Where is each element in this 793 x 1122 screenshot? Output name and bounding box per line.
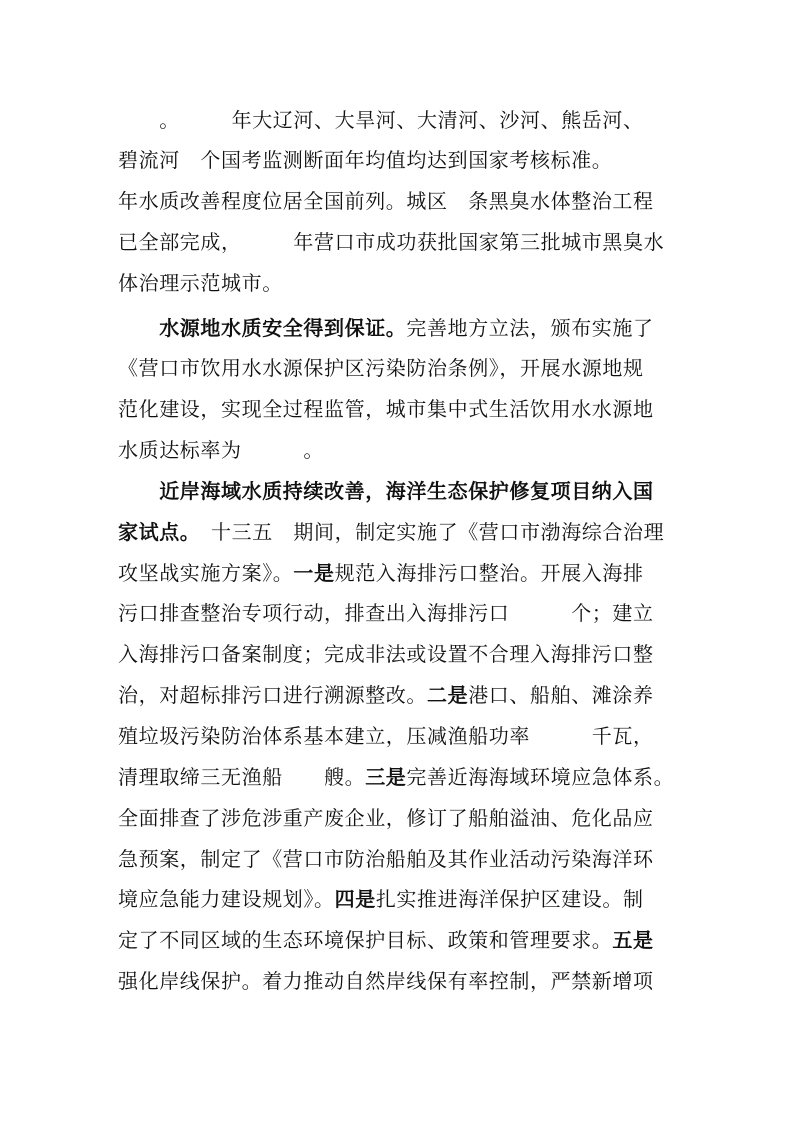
text-line — [118, 642, 678, 666]
body-text: 港口、船舶、滩涂养 — [468, 683, 654, 707]
body-text: 治，对超标排污口进行溯源整改。 — [118, 683, 427, 707]
body-text: 。 年大辽河、大旱河、大清河、沙河、熊岳河、 — [118, 108, 644, 132]
body-text — [118, 479, 159, 503]
body-text: 境应急能力建设规划》。 — [118, 887, 335, 911]
text-line — [118, 928, 678, 952]
text-line — [118, 271, 678, 295]
text-line — [118, 520, 678, 544]
text-line — [118, 316, 678, 340]
text-line — [118, 724, 678, 748]
text-line — [118, 108, 678, 132]
bold-text: 四是 — [334, 887, 376, 911]
body-text: 入海排污口备案制度；完成非法或设置不合理入海排污口整 — [118, 642, 654, 666]
body-text: 污口排查整治专项行动，排查出入海排污口 个；建立 — [118, 601, 654, 625]
body-text: 已全部完成， 年营口市成功获批国家第三批城市黑臭水 — [118, 230, 665, 254]
text-line — [118, 887, 678, 911]
body-text: 十三五 期间，制定实施了《营口市渤海综合治理 — [190, 520, 665, 544]
body-text: 扎实推进海洋保护区建设。制 — [375, 887, 644, 911]
text-line — [118, 969, 678, 993]
body-text: 完善地方立法，颁布实施了 — [406, 316, 654, 340]
body-text: 年水质改善程度位居全国前列。城区 条黑臭水体整治工程 — [118, 189, 654, 213]
text-line — [118, 561, 678, 585]
text-line — [118, 479, 678, 503]
body-text: 完善近海海域环境应急体系。 — [406, 765, 675, 789]
bold-text: 三是 — [365, 765, 407, 789]
body-text: 规范入海排污口整治。开展入海排 — [334, 561, 644, 585]
text-line — [118, 148, 678, 172]
bold-text: 五是 — [612, 928, 654, 952]
text-line — [118, 847, 678, 871]
body-text: 全面排查了涉危涉重产废企业，修订了船舶溢油、危化品应 — [118, 806, 654, 830]
body-text: 攻坚战实施方案》。 — [118, 561, 294, 585]
body-text: 体治理示范城市。 — [118, 271, 283, 295]
bold-text: 家试点。 — [118, 520, 191, 544]
text-line — [118, 806, 678, 830]
bold-text: 一是 — [293, 561, 335, 585]
text-line — [118, 189, 678, 213]
body-text: 殖垃圾污染防治体系基本建立，压减渔船功率 千瓦， — [118, 724, 654, 748]
body-text: 急预案，制定了《营口市防治船舶及其作业活动污染海洋环 — [118, 847, 654, 871]
text-line — [118, 438, 678, 462]
body-text — [118, 316, 159, 340]
text-line — [118, 765, 678, 789]
text-line — [118, 356, 678, 380]
bold-text: 水源地水质安全得到保证。 — [159, 316, 407, 340]
bold-text: 近岸海域水质持续改善，海洋生态保护修复项目纳入国 — [159, 479, 654, 503]
body-text: 强化岸线保护。着力推动自然岸线保有率控制，严禁新增项 — [118, 969, 654, 993]
text-line — [118, 230, 678, 254]
body-text: 范化建设，实现全过程监管，城市集中式生活饮用水水源地 — [118, 397, 654, 421]
body-text: 碧流河 个国考监测断面年均值均达到国家考核标准。 — [118, 148, 613, 172]
text-line — [118, 601, 678, 625]
body-text: 《营口市饮用水水源保护区污染防治条例》，开展水源地规 — [118, 356, 644, 380]
text-line — [118, 683, 678, 707]
body-text: 定了不同区域的生态环境保护目标、政策和管理要求。 — [118, 928, 613, 952]
text-line — [118, 397, 678, 421]
body-text: 水质达标率为 。 — [118, 438, 324, 462]
body-text: 清理取缔三无渔船 艘。 — [118, 765, 366, 789]
bold-text: 二是 — [427, 683, 469, 707]
